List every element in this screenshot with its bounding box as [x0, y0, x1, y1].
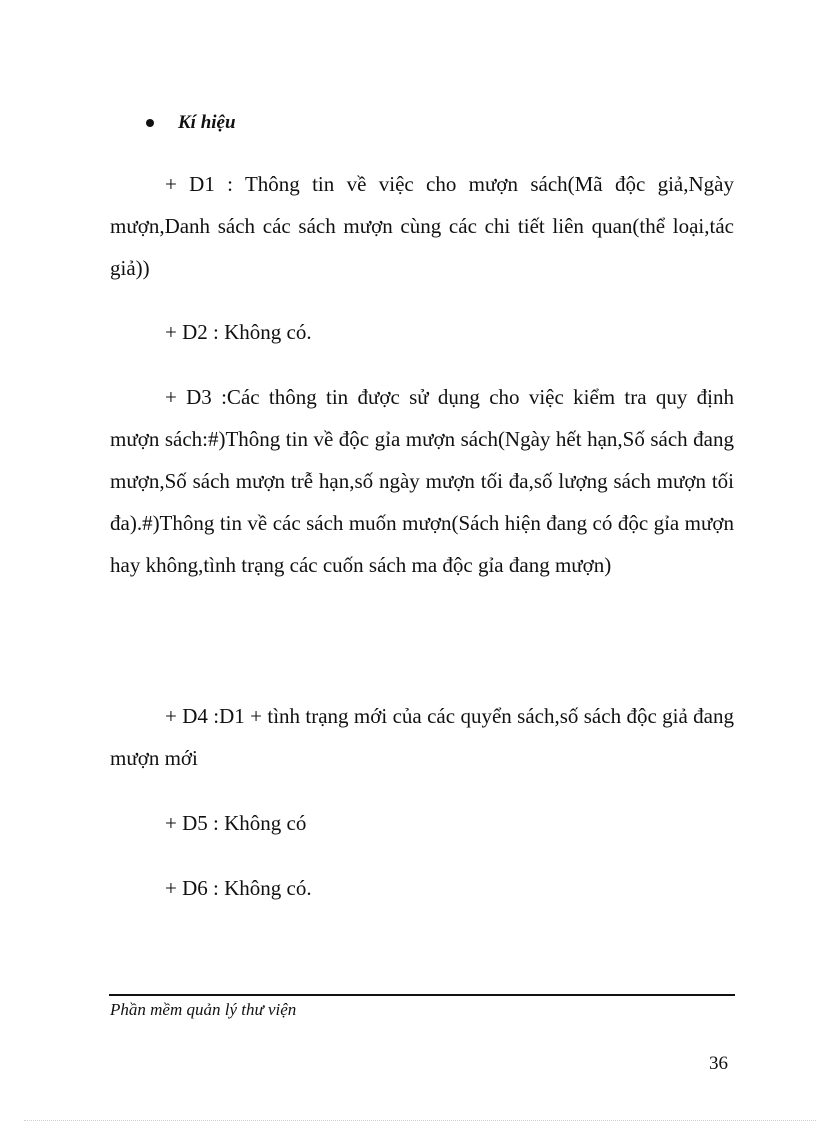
item-d3: + D3 :Các thông tin được sử dụng cho việc kiểm tra quy định mượn sách:#)Thông tin về độc gỉa mượn sách(Ngày hết hạn,Số sách đang mượn,Số sách mượn trễ hạn,số ngày mượn tối đa,số lượng sách mượn tối đa).#)Thông tin về các sách muốn mượn(Sách hiện đang có độc gỉa mượn hay không,tình trạng các cuốn sách ma độc gỉa đang mượn) — [110, 385, 734, 577]
bullet-icon — [146, 119, 154, 127]
page-bottom-edge — [24, 1120, 816, 1121]
item-d4: + D4 :D1 + tình trạng mới của các quyển sách,số sách độc giả đang mượn mới — [110, 704, 734, 770]
item-d6: + D6 : Không có. — [165, 876, 312, 900]
footer-divider — [109, 994, 735, 996]
page-number: 36 — [709, 1053, 728, 1074]
item-d1: + D1 : Thông tin về việc cho mượn sách(Mã độc giả,Ngày mượn,Danh sách các sách mượn cùng các chi tiết liên quan(thể loại,tác giả)) — [110, 172, 734, 280]
footer-title: Phần mềm quản lý thư viện — [110, 1000, 297, 1019]
section-heading — [146, 112, 236, 134]
item-d2: + D2 : Không có. — [165, 320, 312, 344]
item-d5: + D5 : Không có — [165, 811, 307, 835]
section-heading-text: Kí hiệu — [178, 112, 236, 133]
